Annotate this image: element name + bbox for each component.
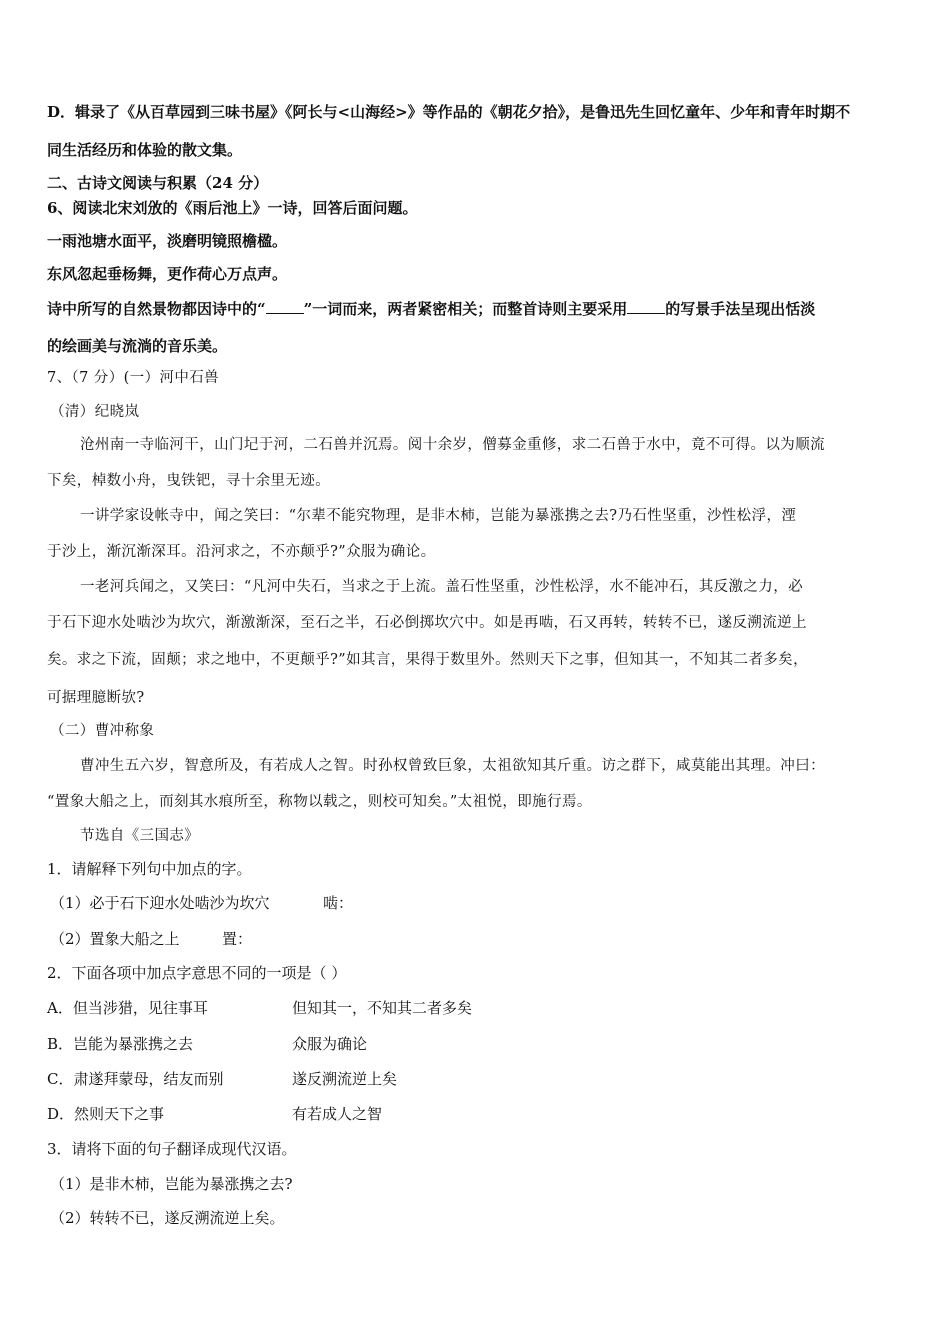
passage-1-line-1: 沧州南一寺临河干，山门圮于河，二石兽并沉焉。阅十余岁，僧募金重修，求二石兽于水中，竟不可得。以为顺流 [80,437,825,453]
passage-4-line-2: “置象大船之上，而刻其水痕所至，称物以载之，则校可知矣。”太祖悦，即施行焉。 [47,794,592,810]
option-d-line-2: 同生活经历和体验的散文集。 [47,141,243,159]
sub-question-2-title: 2．下面各项中加点字意思不同的一项是（ ） [47,964,347,982]
translate-item-1: （1）是非木柿，岂能为暴涨携之去? [50,1175,293,1193]
item-1-word: 啮： [323,894,354,912]
option-c-left: C．肃遂拜蒙母，结友而别 [47,1070,224,1088]
option-b-right: 众服为确论 [292,1035,368,1053]
task-text-c: 的写景手法呈现出恬淡 [665,300,816,318]
option-b-left: B．岂能为暴涨携之去 [47,1035,194,1053]
sub-question-3-title: 3．请将下面的句子翻译成现代汉语。 [47,1140,297,1158]
question-7-heading: 7、（7 分）(一）河中石兽 [47,370,220,386]
sub-question-1-item-2: （2）置象大船之上 [50,930,180,948]
passage-3-line-3: 矣。求之下流，固颠；求之地中，不更颠乎?”如其言，果得于数里外。然则天下之事，但知其一，不知其二者多矣， [47,652,808,668]
question-6-task-line-2: 的绘画美与流淌的音乐美。 [47,337,228,355]
passage-source: 节选自《三国志》 [80,828,200,844]
passage-2-line-1: 一讲学家设帐寺中，闻之笑曰：“尔辈不能究物理，是非木柿，岂能为暴涨携之去?乃石性坚重，沙性松浮，湮 [80,508,797,524]
passage-3-line-2: 于石下迎水处啮沙为坎穴，渐激渐深，至石之半，石必倒掷坎穴中。如是再啮，石又再转，转转不已，遂反溯流逆上 [47,615,807,631]
section-heading: 二、古诗文阅读与积累（24 分） [47,174,269,192]
item-1-sentence: （1）必于石下迎水处啮沙为坎穴 [50,894,270,912]
option-a-left: A．但当涉猎，见往事耳 [47,999,208,1017]
option-d-right: 有若成人之智 [292,1105,383,1123]
poem-line-1: 一雨池塘水面平，淡磨明镜照檐楹。 [47,232,288,250]
task-text-a: 诗中所写的自然景物都因诗中的“ [47,300,266,318]
answer-blank-2[interactable] [627,299,665,314]
option-c-right: 遂反溯流逆上矣 [292,1070,398,1088]
poem-line-2: 东风忽起垂杨舞，更作荷心万点声。 [47,265,288,283]
translate-item-2: （2）转转不已，遂反溯流逆上矣。 [50,1209,285,1227]
option-d-line-1: D．辑录了《从百草园到三味书屋》《阿长与<山海经>》等作品的《朝花夕拾》，是鲁迅先生回忆童年、少年和青年时期不 [47,103,851,121]
sub-question-1-item-1 [50,893,270,913]
sub-question-1-title: 1．请解释下列句中加点的字。 [47,860,252,878]
passage-3-line-4: 可据理臆断欤? [47,690,145,706]
task-text-b: ”一词而来，两者紧密相关；而整首诗则主要采用 [303,300,628,318]
question-6-task [47,299,815,319]
passage-4-line-1: 曹冲生五六岁，智意所及，有若成人之智。时孙权曾致巨象，太祖欲知其斤重。访之群下，咸莫能出其理。冲曰： [80,758,825,774]
passage-2-line-2: 于沙上，渐沉渐深耳。沿河求之，不亦颠乎?”众服为确论。 [47,544,436,560]
answer-blank-1[interactable] [266,299,304,314]
passage-1-line-2: 下矣，棹数小舟，曳铁钯，寻十余里无迹。 [47,473,331,489]
passage-author: （清）纪晓岚 [50,404,140,420]
passage-3-line-1: 一老河兵闻之，又笑曰：“凡河中失石，当求之于上流。盖石性坚重，沙性松浮，水不能冲石，其反激之力，必 [80,579,804,595]
question-6-prompt: 6、阅读北宋刘攽的《雨后池上》一诗，回答后面问题。 [47,199,418,217]
item-2-word: 置： [222,930,253,948]
option-a-right: 但知其一，不知其二者多矣 [292,999,473,1017]
option-d-left: D．然则天下之事 [47,1105,165,1123]
passage-2-title: （二）曹冲称象 [50,723,155,739]
